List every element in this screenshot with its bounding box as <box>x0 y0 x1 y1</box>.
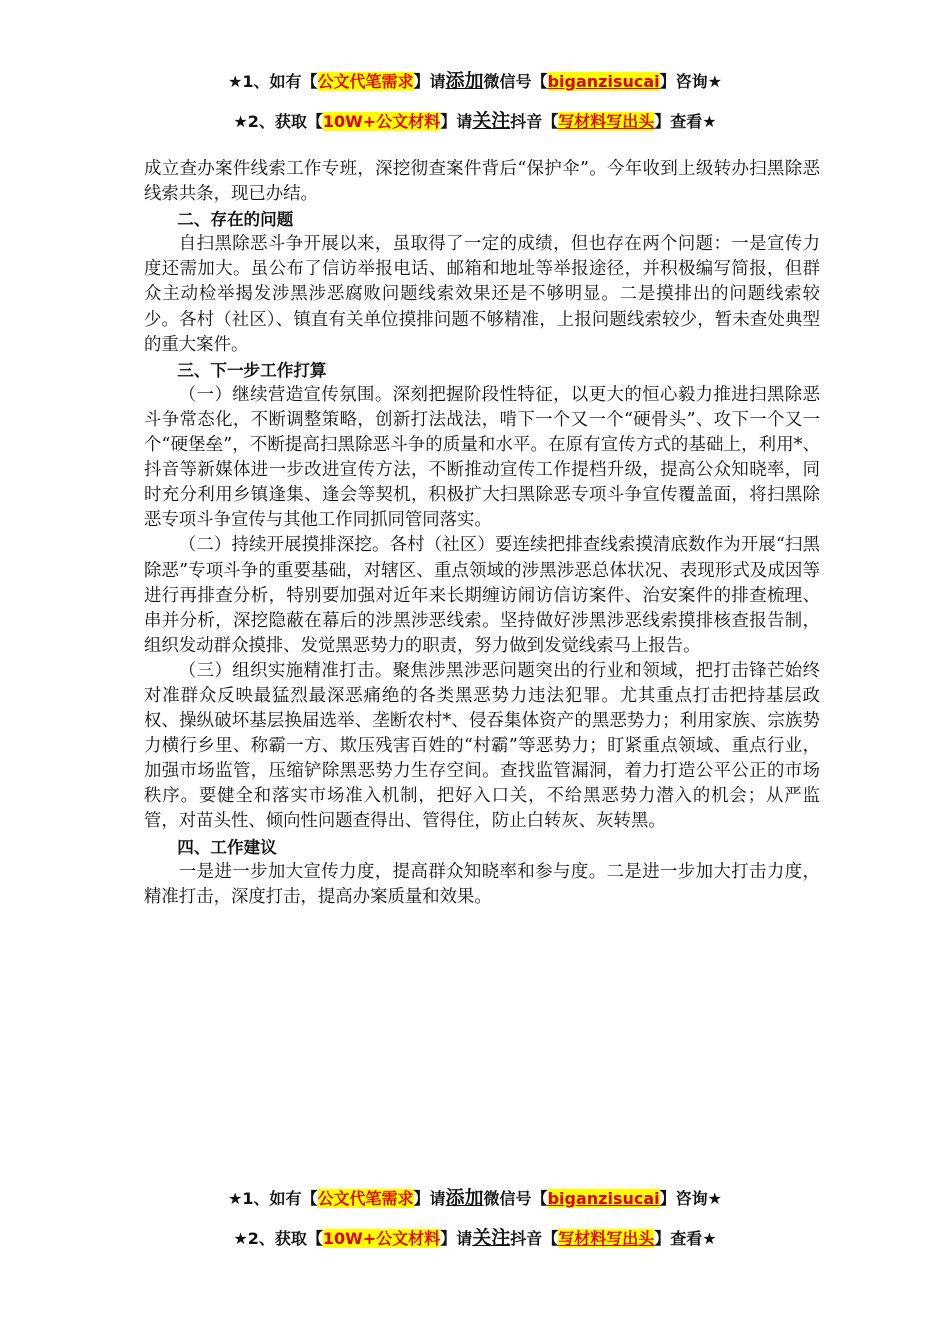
paragraph-problems: 自扫黑除恶斗争开展以来，虽取得了一定的成绩，但也存在两个问题：一是宣传力度还需加大。虽公布了信访举报电话、邮箱和地址等举报途径，并积极编写简报，但群众主动检举揭发涉黑涉恶腐败问题线索效果还是不够明显。二是摸排出的问题线索较少。各村（社区）、镇直有关单位摸排问题不够精准，上报问题线索较少，暂未查处典型的重大案件。 <box>144 234 820 355</box>
paragraph-plan-1: （一）继续营造宣传氛围。深刻把握阶段性特征，以更大的恒心毅力推进扫黑除恶斗争常态化，不断调整策略，创新打法战法，啃下一个又一个“硬骨头”、攻下一个又一个“硬堡垒”，不断提高扫黑除恶斗争的质量和水平。在原有宣传方式的基础上，利用*、抖音等新媒体进一步改进宣传方法，不断推动宣传工作提档升级，提高公众知晓率，同时充分利用乡镇逢集、逢会等契机，积极扩大扫黑除恶专项斗争宣传覆盖面，将扫黑除恶专项斗争宣传与其他工作同抓同管同落实。 <box>144 384 820 531</box>
promo-text: 微信号【 <box>483 1189 548 1208</box>
paragraph-intro: 成立查办案件线索工作专班，深挖彻查案件背后“保护伞”。今年收到上级转办扫黑除恶线索共条，现已办结。 <box>144 159 820 205</box>
promo-text: 】请 <box>440 1229 473 1248</box>
promo-suffix: 】查看★ <box>654 1229 717 1248</box>
promo-prefix: ★1、如有【 <box>228 72 318 91</box>
promo-wechat-id: biganzisucai <box>547 72 660 91</box>
promo-prefix: ★2、获取【 <box>233 1229 323 1248</box>
header-promo-line-2 <box>0 110 950 133</box>
promo-douyin-id: 写材料写出头 <box>558 1229 655 1248</box>
promo-text: 】请 <box>440 112 473 131</box>
promo-douyin-id: 写材料写出头 <box>558 112 655 131</box>
promo-text: 】请 <box>413 1189 446 1208</box>
promo-emphasis: 关注 <box>472 110 511 132</box>
promo-tag-highlight: 10W+公文材料 <box>322 1229 441 1248</box>
footer-promo-line-2 <box>0 1227 950 1250</box>
paragraph-plan-3: （三）组织实施精准打击。聚焦涉黑涉恶问题突出的行业和领域，把打击锋芒始终对准群众反映最猛烈最深恶痛绝的各类黑恶势力违法犯罪。尤其重点打击把持基层政权、操纵破坏基层换届选举、垄断农村*、侵吞集体资产的黑恶势力；利用家族、宗族势力横行乡里、称霸一方、欺压残害百姓的“村霸”等恶势力；盯紧重点领域、重点行业，加强市场监管，压缩铲除黑恶势力生存空间。查找监管漏洞，着力打造公平公正的市场秩序。要健全和落实市场准入机制，把好入口关，不给黑恶势力潜入的机会；从严监管，对苗头性、倾向性问题查得出、管得住，防止白转灰、灰转黑。 <box>144 660 820 832</box>
document-body <box>144 157 820 910</box>
promo-emphasis: 添加 <box>445 1187 484 1209</box>
promo-tag-highlight: 公文代笔需求 <box>317 72 414 91</box>
section-heading-problems: 二、存在的问题 <box>177 210 294 230</box>
promo-emphasis: 关注 <box>472 1227 511 1249</box>
promo-prefix: ★1、如有【 <box>228 1189 318 1208</box>
paragraph-plan-2: （二）持续开展摸排深挖。各村（社区）要连续把排查线索摸清底数作为开展“扫黑除恶”专项斗争的重要基础，对辖区、重点领域的涉黑涉恶总体状况、表现形式及成因等进行再排查分析，特别要加强对近年来长期缠访闹访信访案件、治安案件的排查梳理、串并分析，深挖隐蔽在幕后的涉黑涉恶线索。坚持做好涉黑涉恶线索摸排核查报告制，组织发动群众摸排、发觉黑恶势力的职责，努力做到发觉线索马上报告。 <box>144 535 820 656</box>
promo-text: 抖音【 <box>510 112 559 131</box>
footer-promo-line-1 <box>0 1187 950 1210</box>
section-heading-suggestions: 四、工作建议 <box>177 837 277 857</box>
promo-tag-highlight: 10W+公文材料 <box>322 112 441 131</box>
promo-tag-highlight: 公文代笔需求 <box>317 1189 414 1208</box>
promo-suffix: 】查看★ <box>654 112 717 131</box>
header-promo-line-1 <box>0 70 950 93</box>
promo-suffix: 】咨询★ <box>659 1189 722 1208</box>
promo-suffix: 】咨询★ <box>659 72 722 91</box>
paragraph-suggestions: 一是进一步加大宣传力度，提高群众知晓率和参与度。二是进一步加大打击力度，精准打击，深度打击，提高办案质量和效果。 <box>144 861 820 907</box>
section-heading-next-steps: 三、下一步工作打算 <box>177 360 327 380</box>
promo-text: 抖音【 <box>510 1229 559 1248</box>
promo-emphasis: 添加 <box>445 70 484 92</box>
promo-text: 微信号【 <box>483 72 548 91</box>
promo-text: 】请 <box>413 72 446 91</box>
promo-prefix: ★2、获取【 <box>233 112 323 131</box>
promo-wechat-id: biganzisucai <box>547 1189 660 1208</box>
